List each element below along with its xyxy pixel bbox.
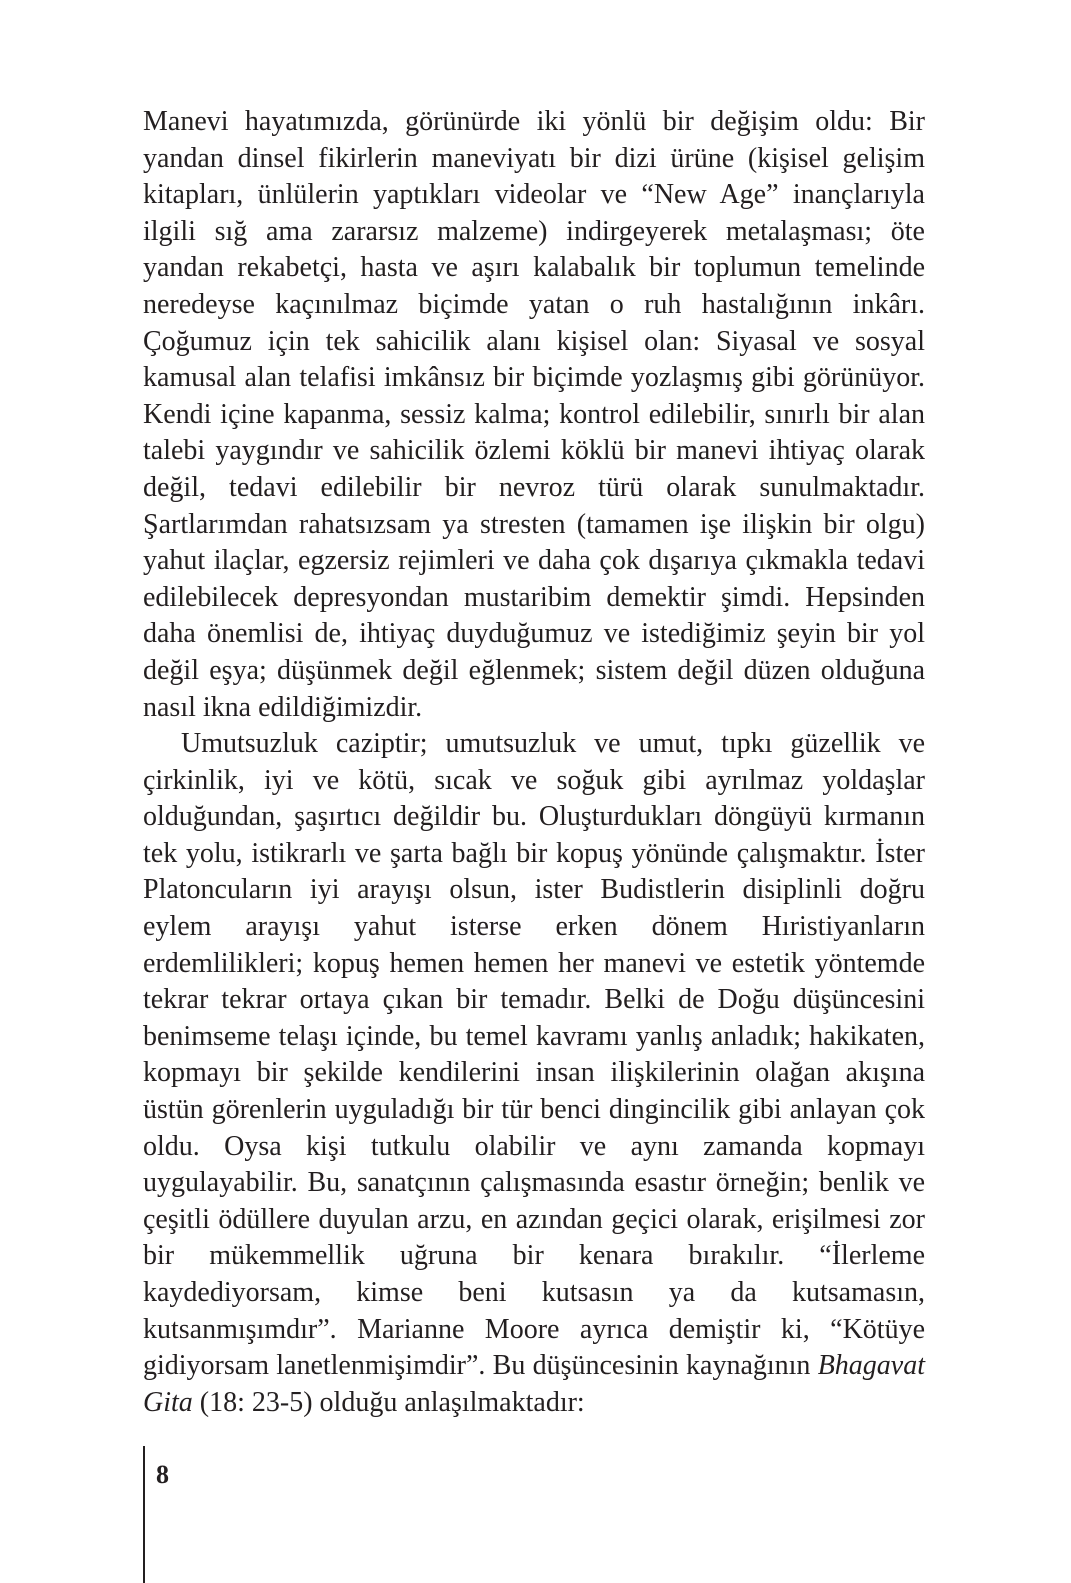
paragraph-2-text-start: Umutsuzluk caziptir; umutsuzluk ve umut, tıpkı güzellik ve çirkinlik, iyi ve kötü, sıcak ve soğuk gibi ayrılmaz yoldaşlar olduğundan, şaşırtıcı değildir bu. Oluşturdukları döngüyü kırmanın tek yolu, istikrarlı ve şarta bağlı bir kopuş yönünde çalışmaktır. İster Platoncuların iyi arayışı olsun, ister Budistlerin disiplinli doğru eylem arayışı yahut isterse erken dönem Hıristiyanların erdemlilikleri; kopuş hemen hemen her manevi ve estetik yöntemde tekrar tekrar ortaya çıkan bir temadır. Belki de Doğu düşüncesini benimseme telaşı içinde, bu temel kavramı yanlış anladık; hakikaten, kopmayı bir şekilde kendilerini insan ilişkilerinin olağan akışına üstün görenlerin uyguladığı bir tür benci dingincilik gibi anlayan çok oldu. Oysa kişi tutkulu olabilir ve aynı zamanda kopmayı uygulayabilir. Bu, sanatçının çalışmasında esastır örneğin; benlik ve çeşitli ödüllere duyulan arzu, en azından geçici olarak, erişilmesi zor bir mükemmellik uğruna bir kenara bırakılır. “İlerleme kaydediyorsam, kimse beni kutsasın ya da kutsamasın, kutsanmışımdır”. Marianne Moore ayrıca demiştir ki, “Kötüye gidiyorsam lanetlenmişimdir”. Bu düşüncesinin kaynağının <box>143 728 925 1382</box>
page-number: 8 <box>156 1460 169 1489</box>
paragraph-1 <box>143 104 925 726</box>
body-text <box>143 104 925 1421</box>
paragraph-2 <box>143 726 925 1421</box>
paragraph-2-text-end: (18: 23-5) olduğu anlaşılmaktadır: <box>192 1386 585 1418</box>
page-number-rule <box>143 1446 145 1583</box>
paragraph-1-text: Manevi hayatımızda, görünürde iki yönlü bir değişim oldu: Bir yandan dinsel fikirlerin maneviyatı bir dizi ürüne (kişisel gelişim kitapları, ünlülerin yaptıkları videolar ve “New Age” inançlarıyla ilgili sığ ama zararsız malzeme) indirgeyerek metalaşması; öte yandan rekabetçi, hasta ve aşırı kalabalık bir toplumun temelinde neredeyse kaçınılmaz biçimde yatan o ruh hastalığının inkârı. Çoğumuz için tek sahicilik alanı kişisel olan: Siyasal ve sosyal kamusal alan telafisi imkânsız bir biçimde yozlaşmış gibi görünüyor. Kendi içine kapanma, sessiz kalma; kontrol edilebilir, sınırlı bir alan talebi yaygındır ve sahicilik özlemi köklü bir manevi ihtiyaç olarak değil, tedavi edilebilir bir nevroz türü olarak sunulmaktadır. Şartlarımdan rahatsızsam ya stresten (tamamen işe ilişkin bir olgu) yahut ilaçlar, egzersiz rejimleri ve daha çok dışarıya çıkmakla tedavi edilebilecek depresyondan mustaribim demektir şimdi. Hepsinden daha önemlisi de, ihtiyaç duyduğumuz ve istediğimiz şeyin bir yol değil eşya; düşünmek değil eğlenmek; sistem değil düzen olduğuna nasıl ikna edildiğimizdir. <box>143 106 925 723</box>
book-title-bhagavat-gita: Bhagavat Gita <box>143 1350 925 1418</box>
